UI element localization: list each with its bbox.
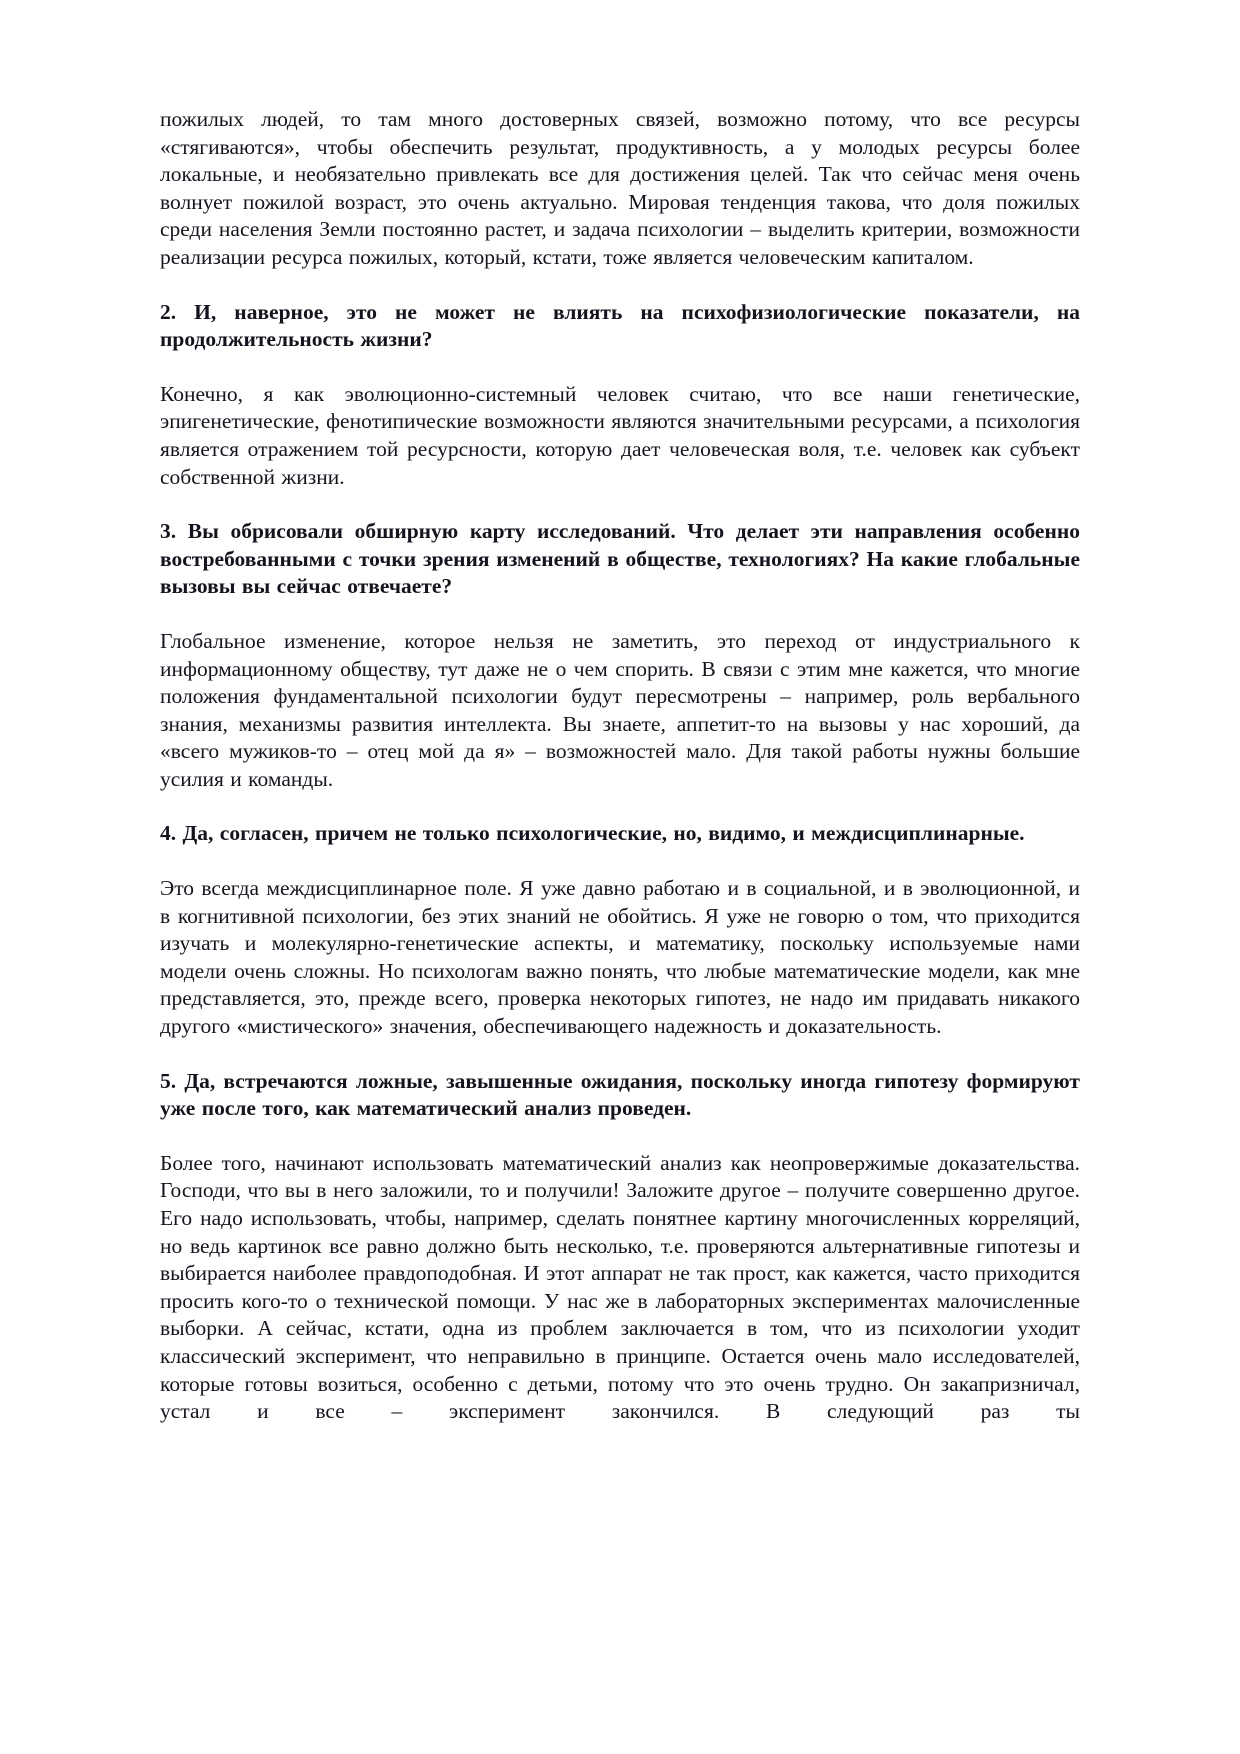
answer-paragraph-continuation: пожилых людей, то там много достоверных связей, возможно потому, что все ресурсы «стягиваются», чтобы обеспечить результат, продуктивность, а у молодых ресурсы более локальные, и необязательно привлекать все для достижения целей. Так что сейчас меня очень волнует пожилой возраст, это очень актуально. Мировая тенденция такова, что доля пожилых среди населения Земли постоянно растет, и задача психологии – выделить критерии, возможности реализации ресурса пожилых, который, кстати, тоже является человеческим капиталом. <box>160 107 1080 269</box>
answer-5-paragraph: Более того, начинают использовать математический анализ как неопровержимые доказательства. Господи, что вы в него заложили, то и получили! Заложите другое – получите совершенно другое. Его надо использовать, чтобы, например, сделать понятнее картину многочисленных корреляций, но ведь картинок все равно должно быть несколько, т.е. проверяются альтернативные гипотезы и выбирается наиболее правдоподобная. И этот аппарат не так прост, как кажется, часто приходится просить кого-то о технической помощи. У нас же в лабораторных экспериментах малочисленные выборки. А сейчас, кстати, одна из проблем заключается в том, что из психологии уходит классический эксперимент, что неправильно в принципе. Остается очень мало исследователей, которые готовы возиться, особенно с детьми, потому что это очень трудно. Он закапризничал, устал и все – эксперимент закончился. В следующий раз ты <box>160 1150 1080 1424</box>
answer-4-paragraph: Это всегда междисциплинарное поле. Я уже давно работаю и в социальной, и в эволюционной, и в когнитивной психологии, без этих знаний не обойтись. Я уже не говорю о том, что приходится изучать и молекулярно-генетические аспекты, и математику, поскольку используемые нами модели очень сложны. Но психологам важно понять, что любые математические модели, как мне представляется, это, прежде всего, проверка некоторых гипотез, не надо им придавать никакого другого «мистического» значения, обеспечивающего надежность и доказательность. <box>160 876 1080 1039</box>
question-3-paragraph: 3. Вы обрисовали обширную карту исследований. Что делает эти направления особенно востребованными с точки зрения изменений в обществе, технологиях? На какие глобальные вызовы вы сейчас отвечаете? <box>160 519 1080 599</box>
question-4-paragraph: 4. Да, согласен, причем не только психологические, но, видимо, и междисциплинарные. <box>160 821 1025 846</box>
answer-2-paragraph: Конечно, я как эволюционно-системный человек считаю, что все наши генетические, эпигенетические, фенотипические возможности являются значительными ресурсами, а психология является отражением той ресурсности, которую дает человеческая воля, т.е. человек как субъект собственной жизни. <box>160 381 1080 489</box>
question-5-paragraph: 5. Да, встречаются ложные, завышенные ожидания, поскольку иногда гипотезу формируют уже после того, как математический анализ проведен. <box>160 1068 1080 1121</box>
question-2-paragraph: 2. И, наверное, это не может не влиять на психофизиологические показатели, на продолжительность жизни? <box>160 299 1080 352</box>
document-text-column <box>160 106 1080 1426</box>
answer-3-paragraph: Глобальное изменение, которое нельзя не заметить, это переход от индустриального к информационному обществу, тут даже не о чем спорить. В связи с этим мне кажется, что многие положения фундаментальной психологии будут пересмотрены – например, роль вербального знания, механизмы развития интеллекта. Вы знаете, аппетит-то на вызовы у нас хороший, да «всего мужиков-то – отец мой да я» – возможностей мало. Для такой работы нужны большие усилия и команды. <box>160 628 1080 791</box>
